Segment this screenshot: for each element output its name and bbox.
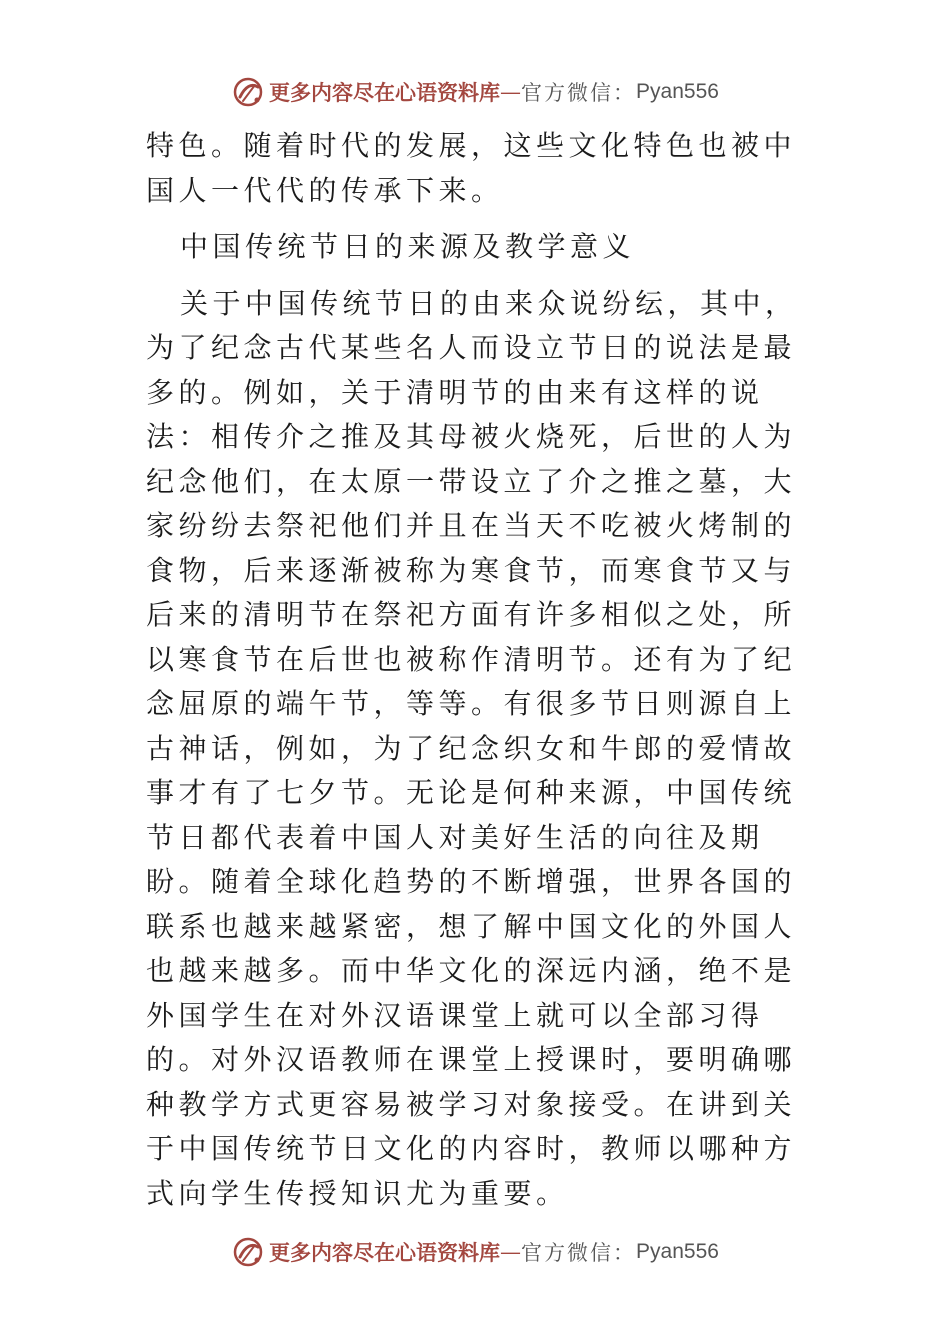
document-body	[146, 124, 810, 1216]
section-heading: 中国传统节日的来源及教学意义	[180, 230, 636, 263]
brand-logo-icon	[231, 1235, 265, 1269]
footer-banner	[0, 1232, 950, 1272]
header-wechat-label: 官方微信：	[521, 81, 637, 105]
header-brand-text: 更多内容尽在心语资料库	[269, 80, 501, 105]
footer-wechat-id: Pyan556	[636, 1240, 719, 1263]
footer-separator: —	[500, 1240, 522, 1264]
brand-logo-icon	[231, 75, 265, 109]
footer-brand-text: 更多内容尽在心语资料库	[269, 1240, 501, 1265]
intro-paragraph: 特色。随着时代的发展，这些文化特色也被中国人一代代的传承下来。	[146, 129, 797, 207]
footer-wechat-label: 官方微信：	[521, 1241, 637, 1265]
header-wechat-id: Pyan556	[636, 80, 719, 103]
header-banner	[0, 72, 950, 112]
body-paragraph: 关于中国传统节日的由来众说纷纭，其中，为了纪念古代某些名人而设立节日的说法是最多的。例如，关于清明节的由来有这样的说法：相传介之推及其母被火烧死，后世的人为纪念他们，在太原一带设立了介之推之墓，大家纷纷去祭祀他们并且在当天不吃被火烤制的食物，后来逐渐被称为寒食节，而寒食节又与后来的清明节在祭祀方面有许多相似之处，所以寒食节在后世也被称作清明节。还有为了纪念屈原的端午节，等等。有很多节日则源自上古神话，例如，为了纪念织女和牛郎的爱情故事才有了七夕节。无论是何种来源，中国传统节日都代表着中国人对美好生活的向往及期盼。随着全球化趋势的不断增强，世界各国的联系也越来越紧密，想了解中国文化的外国人也越来越多。而中华文化的深远内涵，绝不是外国学生在对外汉语课堂上就可以全部习得的。对外汉语教师在课堂上授课时，要明确哪种教学方式更容易被学习对象接受。在讲到关于中国传统节日文化的内容时，教师以哪种方式向学生传授知识尤为重要。	[146, 286, 798, 1210]
header-separator: —	[500, 80, 522, 104]
